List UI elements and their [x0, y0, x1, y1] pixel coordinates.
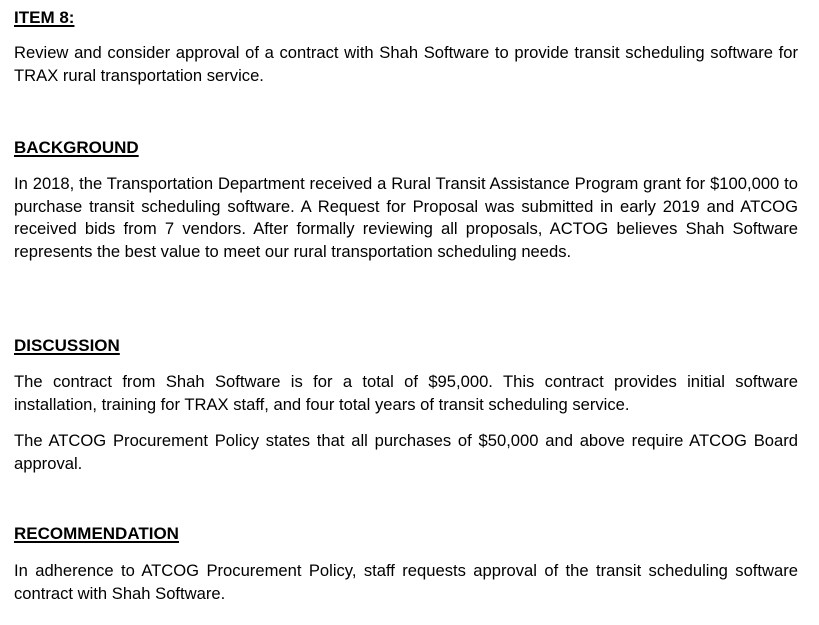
recommendation-heading: RECOMMENDATION: [14, 524, 179, 543]
background-heading: BACKGROUND: [14, 138, 139, 157]
recommendation-paragraph: In adherence to ATCOG Procurement Policy, staff requests approval of the transit scheduling software contract with Shah Software.: [14, 561, 798, 603]
background-paragraph: In 2018, the Transportation Department received a Rural Transit Assistance Program grant for $100,000 to purchase transit scheduling software. A Request for Proposal was submitted in early 2019 and ATCOG received bids from 7 vendors. After formally reviewing all proposals, ACTOG believes Shah Software represents the best value to meet our rural transportation scheduling needs.: [14, 174, 798, 261]
discussion-paragraph-contract: The contract from Shah Software is for a total of $95,000. This contract provides initial software installation, training for TRAX staff, and four total years of transit scheduling service.: [14, 372, 798, 414]
discussion-heading: DISCUSSION: [14, 336, 120, 355]
item-heading: ITEM 8:: [14, 8, 75, 27]
discussion-paragraph-policy: The ATCOG Procurement Policy states that all purchases of $50,000 and above require ATCOG Board approval.: [14, 431, 798, 473]
item-description: Review and consider approval of a contract with Shah Software to provide transit scheduling software for TRAX rural transportation service.: [14, 43, 798, 85]
